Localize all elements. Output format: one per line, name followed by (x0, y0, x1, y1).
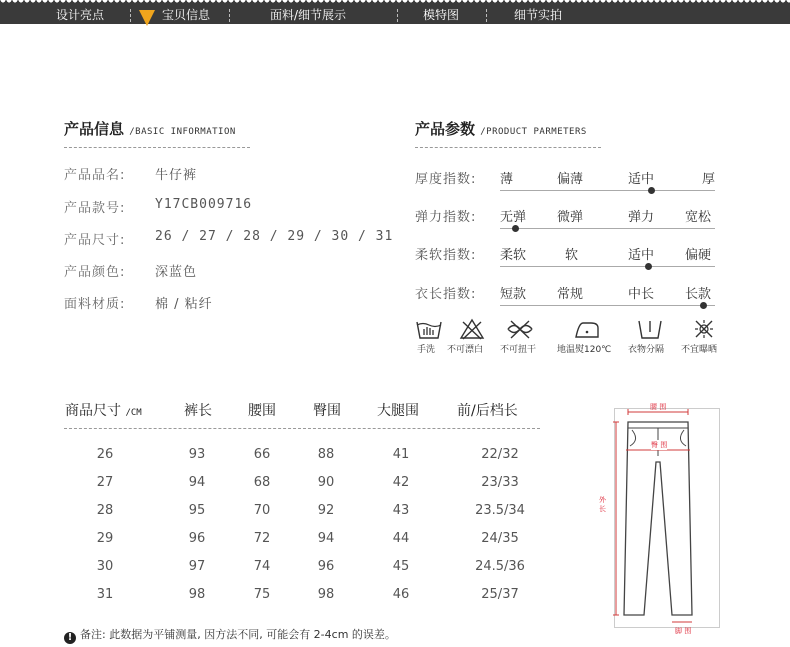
info-label: 产品尺寸: (64, 233, 126, 248)
size-cell: 27 (96, 475, 114, 490)
nav-divider (486, 9, 487, 22)
divider (64, 147, 250, 148)
nav-tab-detail[interactable]: 细节实拍 (514, 8, 563, 22)
nav-tab-fabric[interactable]: 面料/细节展示 (270, 8, 347, 22)
size-cell: 42 (392, 475, 410, 490)
size-cell: 24/35 (481, 531, 519, 546)
info-value: Y17CB009716 (155, 197, 253, 212)
nav-tab-design[interactable]: 设计亮点 (56, 8, 105, 22)
param-option: 宽松 (685, 210, 712, 225)
param-option: 长款 (685, 287, 712, 302)
size-cell: 88 (317, 447, 335, 462)
care-label: 不可漂白 (447, 345, 484, 355)
basic-info-heading: 产品信息 (64, 120, 125, 138)
table-divider (64, 428, 540, 429)
divider (415, 147, 601, 148)
info-value: 牛仔裤 (155, 168, 198, 183)
size-cell: 70 (253, 503, 271, 518)
care-label: 地温熨120℃ (557, 345, 612, 355)
param-label: 柔软指数: (415, 248, 477, 263)
hem-label: 脚 围 (675, 627, 692, 635)
nav-tab-product-info[interactable]: 宝贝信息 (162, 8, 211, 22)
info-value: 棉 / 粘纤 (155, 297, 213, 312)
care-label: 不宜曝晒 (681, 345, 718, 355)
param-option: 适中 (628, 172, 655, 187)
low-iron-icon (573, 318, 601, 340)
size-cell: 94 (317, 531, 335, 546)
size-cell: 74 (253, 559, 271, 574)
size-cell: 46 (392, 587, 410, 602)
length-header: 裤长 (184, 403, 212, 419)
rise-header: 前/后档长 (457, 403, 518, 419)
param-option: 软 (565, 248, 579, 263)
size-cell: 23.5/34 (475, 503, 525, 518)
size-header (65, 400, 142, 420)
nav-divider (229, 9, 230, 22)
info-value: 深蓝色 (155, 265, 198, 280)
param-indicator (648, 187, 655, 194)
hand-wash-icon (415, 318, 443, 340)
size-cell: 75 (253, 587, 271, 602)
size-cell: 23/33 (481, 475, 519, 490)
info-label: 产品款号: (64, 201, 126, 216)
size-header-label: 商品尺寸 (65, 403, 121, 419)
size-cell: 94 (188, 475, 206, 490)
size-cell: 31 (96, 587, 114, 602)
nav-divider (130, 9, 131, 22)
no-bleach-icon (458, 318, 486, 340)
no-sun-icon (690, 318, 718, 340)
param-indicator (512, 225, 519, 232)
care-label: 不可扭干 (500, 345, 537, 355)
care-label: 手洗 (417, 345, 436, 355)
size-cell: 43 (392, 503, 410, 518)
basic-info-title (64, 118, 236, 139)
size-cell: 90 (317, 475, 335, 490)
size-cell: 98 (188, 587, 206, 602)
size-cell: 68 (253, 475, 271, 490)
info-label: 产品品名: (64, 168, 126, 183)
active-tab-marker (139, 10, 155, 26)
params-heading: 产品参数 (415, 120, 476, 138)
size-cell: 26 (96, 447, 114, 462)
params-subtitle: /PRODUCT PARMETERS (480, 127, 587, 137)
size-cell: 24.5/36 (475, 559, 525, 574)
param-option: 偏硬 (685, 248, 712, 263)
basic-info-subtitle: /BASIC INFORMATION (129, 127, 236, 137)
size-cell: 92 (317, 503, 335, 518)
size-unit: /CM (125, 408, 142, 418)
no-wring-icon (506, 318, 534, 340)
param-option: 常规 (557, 287, 584, 302)
note-text: 备注: 此数据为平铺测量, 因方法不同, 可能会有 2-4cm 的误差。 (80, 628, 396, 641)
size-cell: 28 (96, 503, 114, 518)
param-label: 弹力指数: (415, 210, 477, 225)
alert-icon: ! (64, 632, 76, 644)
size-cell: 95 (188, 503, 206, 518)
info-label: 面料材质: (64, 297, 126, 312)
size-cell: 66 (253, 447, 271, 462)
thigh-header: 大腿围 (377, 403, 419, 419)
separate-wash-icon (636, 318, 664, 340)
size-cell: 25/37 (481, 587, 519, 602)
param-option: 适中 (628, 248, 655, 263)
nav-tab-model[interactable]: 模特图 (423, 8, 460, 22)
nav-divider (397, 9, 398, 22)
size-cell: 72 (253, 531, 271, 546)
param-scale (500, 305, 715, 306)
info-value: 26 / 27 / 28 / 29 / 30 / 31 (155, 229, 394, 244)
top-nav (0, 0, 790, 24)
param-option: 偏薄 (557, 172, 584, 187)
param-option: 短款 (500, 287, 527, 302)
size-cell: 30 (96, 559, 114, 574)
param-option: 弹力 (628, 210, 655, 225)
param-scale (500, 266, 715, 267)
param-label: 厚度指数: (415, 172, 477, 187)
waist-header: 腰围 (248, 403, 276, 419)
measurement-note (64, 626, 396, 644)
params-title (415, 118, 587, 139)
size-cell: 96 (317, 559, 335, 574)
size-cell: 41 (392, 447, 410, 462)
size-cell: 44 (392, 531, 410, 546)
param-label: 衣长指数: (415, 287, 477, 302)
size-cell: 29 (96, 531, 114, 546)
size-cell: 97 (188, 559, 206, 574)
param-option: 薄 (500, 172, 514, 187)
param-option: 中长 (628, 287, 655, 302)
param-indicator (700, 302, 707, 309)
param-indicator (645, 263, 652, 270)
param-option: 微弹 (557, 210, 584, 225)
size-cell: 98 (317, 587, 335, 602)
size-cell: 96 (188, 531, 206, 546)
care-label: 衣物分隔 (628, 345, 665, 355)
outseam-label: 外 长 (599, 496, 606, 513)
size-cell: 22/32 (481, 447, 519, 462)
waist-label: 腰 围 (650, 403, 667, 411)
param-scale (500, 190, 715, 191)
info-label: 产品颜色: (64, 265, 126, 280)
lace-trim (0, 0, 790, 5)
param-option: 厚 (702, 172, 716, 187)
hip-label: 臀 围 (651, 441, 668, 449)
param-option: 无弹 (500, 210, 527, 225)
param-option: 柔软 (500, 248, 527, 263)
size-cell: 93 (188, 447, 206, 462)
jeans-diagram (596, 400, 736, 640)
param-scale (500, 228, 715, 229)
hip-header: 臀围 (313, 403, 341, 419)
size-cell: 45 (392, 559, 410, 574)
